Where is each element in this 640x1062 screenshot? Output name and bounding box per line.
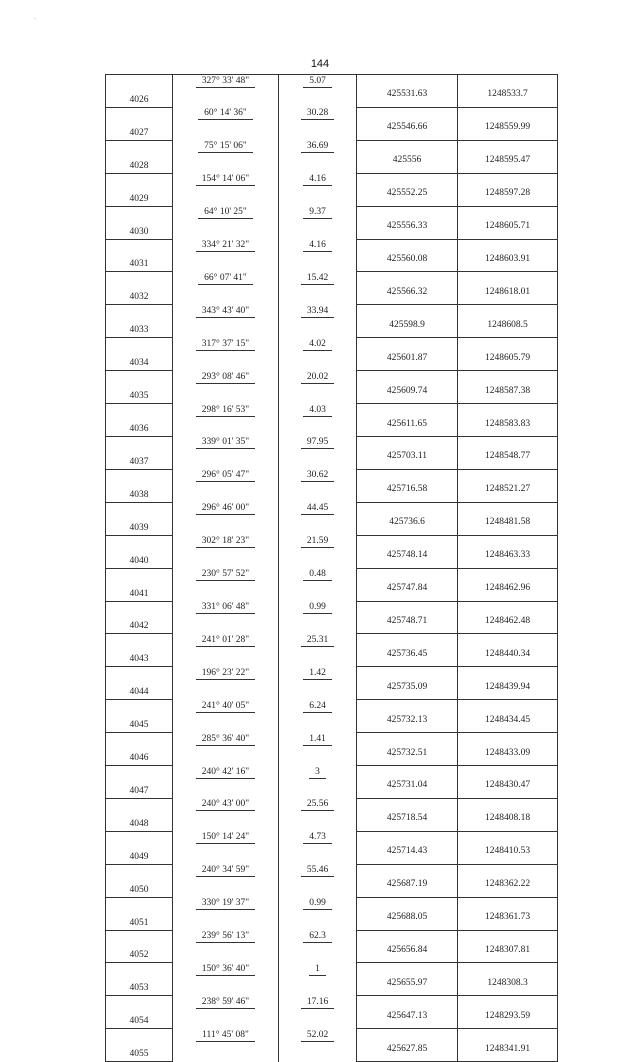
point-number-cell: 4049	[106, 831, 173, 864]
y-coordinate-cell: 1248605.79	[458, 338, 558, 371]
bearing-angle-cell-text: 230° 57' 52"	[196, 569, 255, 581]
table-row	[106, 996, 558, 1029]
x-coordinate-cell: 425732.51	[357, 733, 458, 766]
bearing-angle-cell	[173, 206, 279, 239]
bearing-angle-cell	[173, 996, 279, 1029]
bearing-angle-cell-text: 293° 08' 46"	[196, 372, 255, 384]
y-coordinate-cell: 1248583.83	[458, 404, 558, 437]
table-row	[106, 798, 558, 831]
x-coordinate-cell: 425688.05	[357, 897, 458, 930]
x-coordinate-cell: 425556	[357, 140, 458, 173]
table-row	[106, 831, 558, 864]
x-coordinate-cell: 425736.6	[357, 502, 458, 535]
x-coordinate-cell: 425731.04	[357, 766, 458, 799]
point-number-cell: 4051	[106, 897, 173, 930]
point-number-cell: 4050	[106, 864, 173, 897]
bearing-angle-cell	[173, 930, 279, 963]
distance-cell	[279, 436, 357, 469]
y-coordinate-cell: 1248548.77	[458, 436, 558, 469]
bearing-angle-cell	[173, 897, 279, 930]
point-number-cell: 4035	[106, 371, 173, 404]
bearing-angle-cell-text: 240° 42' 16"	[196, 767, 255, 779]
bearing-angle-cell-text: 331° 06' 48"	[196, 602, 255, 614]
x-coordinate-cell: 425747.84	[357, 568, 458, 601]
bearing-angle-cell	[173, 831, 279, 864]
distance-cell-text: 6.24	[303, 701, 332, 713]
y-coordinate-cell: 1248603.91	[458, 239, 558, 272]
distance-cell	[279, 766, 357, 799]
bearing-angle-cell-text: 327° 33' 48"	[196, 76, 255, 88]
bearing-angle-cell	[173, 272, 279, 305]
bearing-angle-cell	[173, 239, 279, 272]
point-number-cell: 4053	[106, 963, 173, 996]
distance-cell-text: 25.31	[301, 635, 334, 647]
distance-cell	[279, 173, 357, 206]
bearing-angle-cell-text: 317° 37' 15"	[196, 339, 255, 351]
bearing-angle-cell-text: 296° 46' 00"	[196, 503, 255, 515]
y-coordinate-cell: 1248430.47	[458, 766, 558, 799]
distance-cell-text: 0.99	[303, 898, 332, 910]
y-coordinate-cell: 1248433.09	[458, 733, 558, 766]
bearing-angle-cell-text: 298° 16' 53"	[196, 405, 255, 417]
point-number-cell: 4047	[106, 766, 173, 799]
page-number: 144	[310, 58, 330, 70]
bearing-angle-cell-text: 154° 14' 06"	[196, 174, 255, 186]
distance-cell-text: 21.59	[301, 536, 334, 548]
bearing-angle-cell	[173, 75, 279, 108]
table-row	[106, 338, 558, 371]
table-row	[106, 634, 558, 667]
distance-cell-text: 30.28	[301, 108, 334, 120]
bearing-angle-cell	[173, 404, 279, 437]
y-coordinate-cell: 1248408.18	[458, 798, 558, 831]
table-row	[106, 107, 558, 140]
bearing-angle-cell-text: 241° 40' 05"	[196, 701, 255, 713]
distance-cell-text: 55.46	[301, 865, 334, 877]
bearing-angle-cell	[173, 469, 279, 502]
distance-cell-text: 15.42	[301, 273, 334, 285]
table-row	[106, 75, 558, 108]
y-coordinate-cell: 1248439.94	[458, 667, 558, 700]
distance-cell-text: 9.37	[303, 207, 332, 219]
bearing-angle-cell-text: 241° 01' 28"	[196, 635, 255, 647]
table-row	[106, 700, 558, 733]
y-coordinate-cell: 1248410.53	[458, 831, 558, 864]
distance-cell	[279, 469, 357, 502]
table-row	[106, 568, 558, 601]
point-number-cell: 4045	[106, 700, 173, 733]
distance-cell-text: 20.02	[301, 372, 334, 384]
distance-cell	[279, 930, 357, 963]
distance-cell	[279, 897, 357, 930]
bearing-angle-cell	[173, 963, 279, 996]
table-row	[106, 733, 558, 766]
bearing-angle-cell-text: 60° 14' 36"	[198, 108, 253, 120]
point-number-cell: 4042	[106, 601, 173, 634]
y-coordinate-cell: 1248608.5	[458, 305, 558, 338]
coordinates-table-wrapper	[105, 74, 558, 1062]
point-number-cell: 4038	[106, 469, 173, 502]
point-number-cell: 4054	[106, 996, 173, 1029]
x-coordinate-cell: 425560.08	[357, 239, 458, 272]
bearing-angle-cell-text: 150° 14' 24"	[196, 832, 255, 844]
distance-cell	[279, 206, 357, 239]
bearing-angle-cell-text: 240° 34' 59"	[196, 865, 255, 877]
bearing-angle-cell	[173, 700, 279, 733]
table-row	[106, 535, 558, 568]
distance-cell	[279, 140, 357, 173]
bearing-angle-cell	[173, 140, 279, 173]
y-coordinate-cell: 1248341.91	[458, 1029, 558, 1062]
distance-cell-text: 4.73	[303, 832, 332, 844]
bearing-angle-cell	[173, 601, 279, 634]
x-coordinate-cell: 425718.54	[357, 798, 458, 831]
point-number-cell: 4039	[106, 502, 173, 535]
y-coordinate-cell: 1248462.96	[458, 568, 558, 601]
bearing-angle-cell	[173, 338, 279, 371]
distance-cell-text: 17.16	[301, 997, 334, 1009]
distance-cell-text: 1.42	[303, 668, 332, 680]
y-coordinate-cell: 1248559.99	[458, 107, 558, 140]
point-number-cell: 4032	[106, 272, 173, 305]
table-body	[106, 75, 558, 1062]
y-coordinate-cell: 1248618.01	[458, 272, 558, 305]
distance-cell	[279, 404, 357, 437]
table-row	[106, 173, 558, 206]
bearing-angle-cell	[173, 502, 279, 535]
distance-cell-text: 36.69	[301, 141, 334, 153]
x-coordinate-cell: 425703.11	[357, 436, 458, 469]
bearing-angle-cell-text: 240° 43' 00"	[196, 799, 255, 811]
distance-cell-text: 25.56	[301, 799, 334, 811]
distance-cell	[279, 502, 357, 535]
bearing-angle-cell	[173, 733, 279, 766]
table-row	[106, 371, 558, 404]
x-coordinate-cell: 425714.43	[357, 831, 458, 864]
table-row	[106, 206, 558, 239]
distance-cell-text: 4.02	[303, 339, 332, 351]
distance-cell	[279, 996, 357, 1029]
table-row	[106, 667, 558, 700]
y-coordinate-cell: 1248462.48	[458, 601, 558, 634]
x-coordinate-cell: 425611.65	[357, 404, 458, 437]
bearing-angle-cell-text: 285° 36' 40"	[196, 734, 255, 746]
x-coordinate-cell: 425655.97	[357, 963, 458, 996]
point-number-cell: 4028	[106, 140, 173, 173]
x-coordinate-cell: 425601.87	[357, 338, 458, 371]
bearing-angle-cell	[173, 568, 279, 601]
point-number-cell: 4055	[106, 1029, 173, 1062]
x-coordinate-cell: 425552.25	[357, 173, 458, 206]
x-coordinate-cell: 425598.9	[357, 305, 458, 338]
distance-cell-text: 4.16	[303, 240, 332, 252]
distance-cell	[279, 831, 357, 864]
distance-cell-text: 52.02	[301, 1030, 334, 1042]
distance-cell	[279, 272, 357, 305]
y-coordinate-cell: 1248481.58	[458, 502, 558, 535]
distance-cell	[279, 1029, 357, 1062]
distance-cell	[279, 798, 357, 831]
table-row	[106, 1029, 558, 1062]
distance-cell-text: 30.62	[301, 470, 334, 482]
y-coordinate-cell: 1248605.71	[458, 206, 558, 239]
y-coordinate-cell: 1248440.34	[458, 634, 558, 667]
point-number-cell: 4043	[106, 634, 173, 667]
x-coordinate-cell: 425627.85	[357, 1029, 458, 1062]
distance-cell	[279, 535, 357, 568]
bearing-angle-cell-text: 196° 23' 22"	[196, 668, 255, 680]
table-row	[106, 239, 558, 272]
y-coordinate-cell: 1248463.33	[458, 535, 558, 568]
bearing-angle-cell-text: 64° 10' 25"	[198, 207, 253, 219]
x-coordinate-cell: 425531.63	[357, 75, 458, 108]
bearing-angle-cell	[173, 436, 279, 469]
distance-cell	[279, 568, 357, 601]
bearing-angle-cell	[173, 1029, 279, 1062]
bearing-angle-cell	[173, 305, 279, 338]
x-coordinate-cell: 425656.84	[357, 930, 458, 963]
distance-cell	[279, 239, 357, 272]
table-row	[106, 140, 558, 173]
y-coordinate-cell: 1248587.38	[458, 371, 558, 404]
distance-cell-text: 33.94	[301, 306, 334, 318]
bearing-angle-cell	[173, 766, 279, 799]
table-row	[106, 272, 558, 305]
point-number-cell: 4037	[106, 436, 173, 469]
x-coordinate-cell: 425556.33	[357, 206, 458, 239]
table-row	[106, 436, 558, 469]
distance-cell-text: 4.16	[303, 174, 332, 186]
x-coordinate-cell: 425735.09	[357, 667, 458, 700]
coordinates-table	[105, 74, 558, 1062]
table-row	[106, 897, 558, 930]
x-coordinate-cell: 425736.45	[357, 634, 458, 667]
distance-cell	[279, 107, 357, 140]
x-coordinate-cell: 425687.19	[357, 864, 458, 897]
point-number-cell: 4044	[106, 667, 173, 700]
bearing-angle-cell-text: 66° 07' 41"	[198, 273, 253, 285]
table-row	[106, 404, 558, 437]
table-row	[106, 963, 558, 996]
distance-cell	[279, 305, 357, 338]
distance-cell	[279, 963, 357, 996]
bearing-angle-cell-text: 339° 01' 35"	[196, 437, 255, 449]
table-row	[106, 502, 558, 535]
distance-cell-text: 4.03	[303, 405, 332, 417]
table-row	[106, 305, 558, 338]
x-coordinate-cell: 425647.13	[357, 996, 458, 1029]
table-row	[106, 601, 558, 634]
distance-cell-text: 3	[309, 767, 326, 779]
table-row	[106, 864, 558, 897]
y-coordinate-cell: 1248533.7	[458, 75, 558, 108]
distance-cell	[279, 338, 357, 371]
bearing-angle-cell-text: 302° 18' 23"	[196, 536, 255, 548]
distance-cell	[279, 667, 357, 700]
distance-cell-text: 0.48	[303, 569, 332, 581]
bearing-angle-cell	[173, 634, 279, 667]
distance-cell	[279, 75, 357, 108]
point-number-cell: 4031	[106, 239, 173, 272]
bearing-angle-cell	[173, 798, 279, 831]
bearing-angle-cell-text: 334° 21' 32"	[196, 240, 255, 252]
bearing-angle-cell	[173, 667, 279, 700]
point-number-cell: 4027	[106, 107, 173, 140]
distance-cell	[279, 733, 357, 766]
bearing-angle-cell-text: 111° 45' 08"	[196, 1030, 255, 1042]
bearing-angle-cell-text: 238° 59' 46"	[196, 997, 255, 1009]
x-coordinate-cell: 425748.71	[357, 601, 458, 634]
y-coordinate-cell: 1248307.81	[458, 930, 558, 963]
x-coordinate-cell: 425716.58	[357, 469, 458, 502]
x-coordinate-cell: 425566.32	[357, 272, 458, 305]
x-coordinate-cell: 425546.66	[357, 107, 458, 140]
bearing-angle-cell	[173, 173, 279, 206]
y-coordinate-cell: 1248308.3	[458, 963, 558, 996]
bearing-angle-cell-text: 150° 36' 40"	[196, 964, 255, 976]
y-coordinate-cell: 1248362.22	[458, 864, 558, 897]
y-coordinate-cell: 1248595.47	[458, 140, 558, 173]
distance-cell-text: 44.45	[301, 503, 334, 515]
margin-mark: .	[34, 12, 36, 21]
distance-cell-text: 62.3	[303, 931, 332, 943]
point-number-cell: 4048	[106, 798, 173, 831]
y-coordinate-cell: 1248434.45	[458, 700, 558, 733]
bearing-angle-cell	[173, 864, 279, 897]
x-coordinate-cell: 425748.14	[357, 535, 458, 568]
point-number-cell: 4040	[106, 535, 173, 568]
table-row	[106, 469, 558, 502]
point-number-cell: 4041	[106, 568, 173, 601]
point-number-cell: 4034	[106, 338, 173, 371]
distance-cell	[279, 864, 357, 897]
table-row	[106, 930, 558, 963]
y-coordinate-cell: 1248293.59	[458, 996, 558, 1029]
distance-cell-text: 97.95	[301, 437, 334, 449]
point-number-cell: 4036	[106, 404, 173, 437]
distance-cell-text: 5.07	[303, 76, 332, 88]
bearing-angle-cell-text: 239° 56' 13"	[196, 931, 255, 943]
point-number-cell: 4046	[106, 733, 173, 766]
distance-cell	[279, 601, 357, 634]
x-coordinate-cell: 425732.13	[357, 700, 458, 733]
point-number-cell: 4026	[106, 75, 173, 108]
y-coordinate-cell: 1248361.73	[458, 897, 558, 930]
bearing-angle-cell-text: 343° 43' 40"	[196, 306, 255, 318]
bearing-angle-cell	[173, 535, 279, 568]
distance-cell-text: 0.99	[303, 602, 332, 614]
point-number-cell: 4030	[106, 206, 173, 239]
point-number-cell: 4052	[106, 930, 173, 963]
x-coordinate-cell: 425609.74	[357, 371, 458, 404]
point-number-cell: 4029	[106, 173, 173, 206]
bearing-angle-cell	[173, 371, 279, 404]
distance-cell	[279, 700, 357, 733]
distance-cell-text: 1	[309, 964, 326, 976]
table-row	[106, 766, 558, 799]
bearing-angle-cell-text: 75° 15' 06"	[198, 141, 253, 153]
y-coordinate-cell: 1248597.28	[458, 173, 558, 206]
distance-cell	[279, 634, 357, 667]
distance-cell-text: 1.41	[303, 734, 332, 746]
bearing-angle-cell-text: 330° 19' 37"	[196, 898, 255, 910]
y-coordinate-cell: 1248521.27	[458, 469, 558, 502]
bearing-angle-cell	[173, 107, 279, 140]
point-number-cell: 4033	[106, 305, 173, 338]
bearing-angle-cell-text: 296° 05' 47"	[196, 470, 255, 482]
distance-cell	[279, 371, 357, 404]
